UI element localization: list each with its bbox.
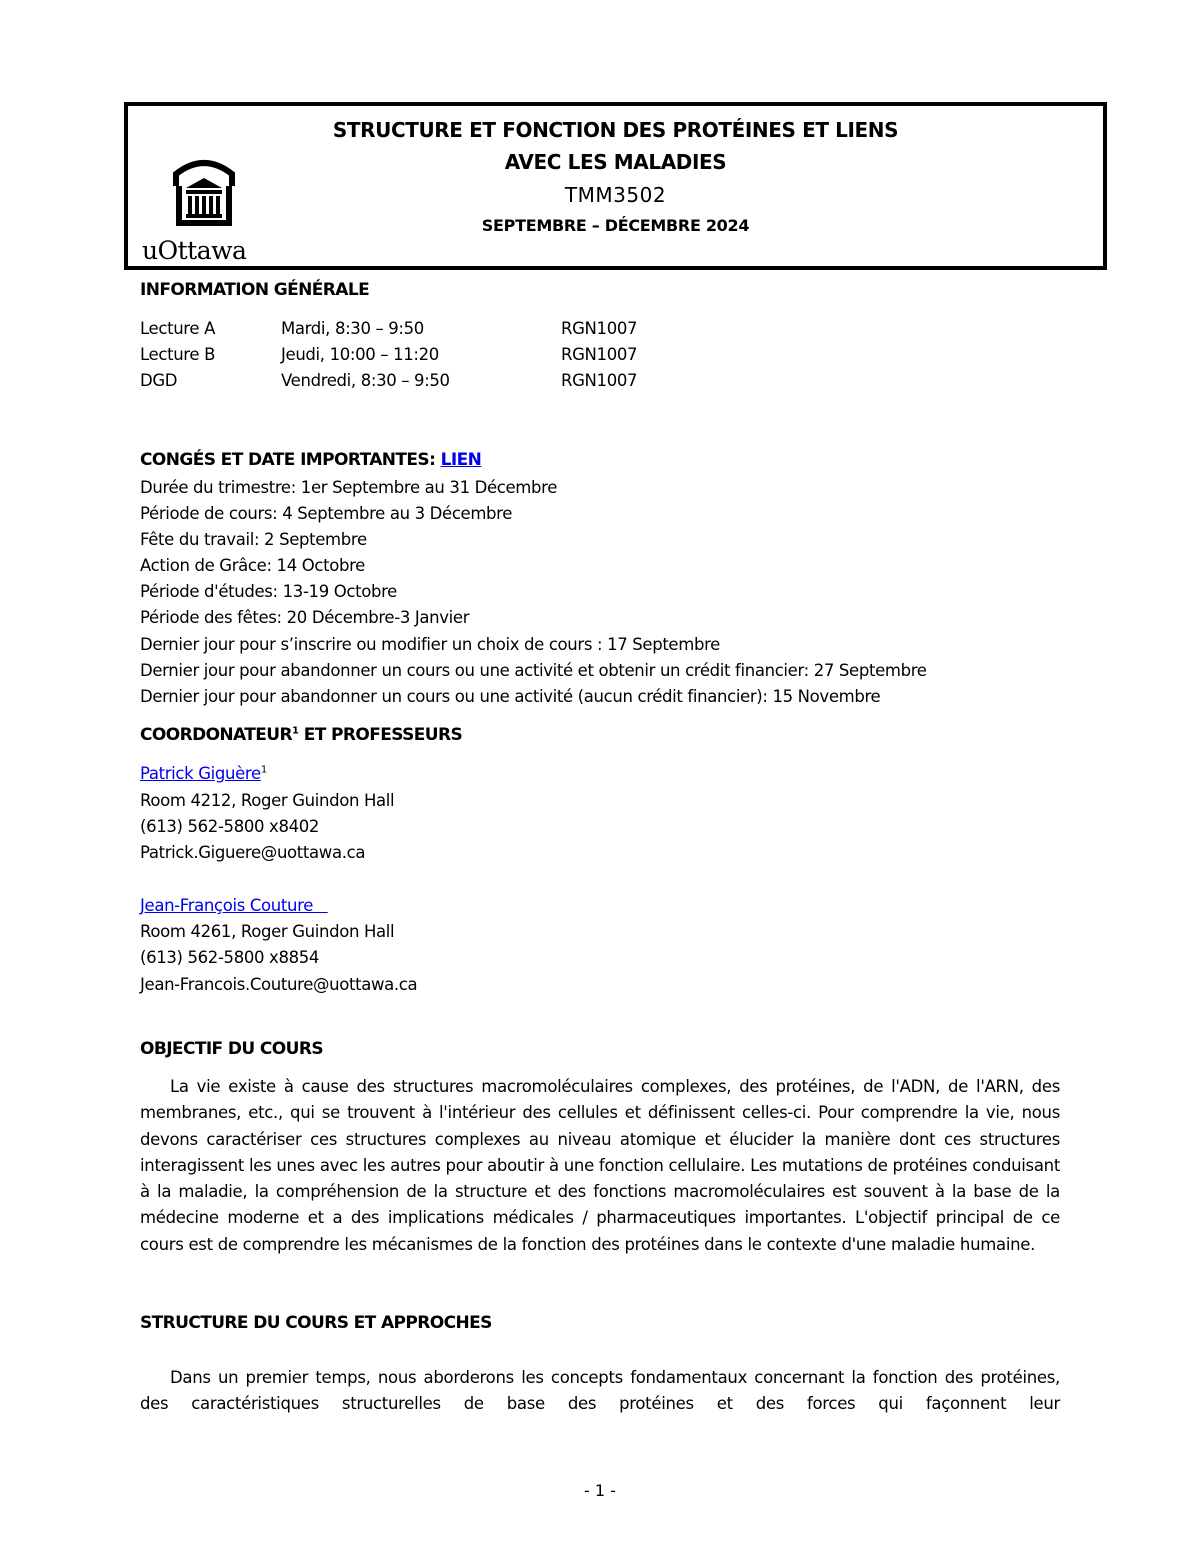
course-title-line2: AVEC LES MALADIES	[504, 150, 727, 174]
person-name-row	[140, 896, 328, 915]
schedule-time: Jeudi, 10:00 – 11:20	[281, 345, 439, 364]
date-item: Période d'études: 13-19 Octobre	[140, 582, 397, 601]
date-item: Période de cours: 4 Septembre au 3 Décembre	[140, 504, 513, 523]
date-item: Fête du travail: 2 Septembre	[140, 530, 367, 549]
schedule-type: Lecture A	[140, 319, 216, 338]
footnote-marker: 1	[260, 764, 267, 776]
structure-paragraph: Dans un premier temps, nous aborderons les concepts fondamentaux concernant la fonction des protéines, des caractéristiques structurelles de base des protéines et des forces qui façonnent leur	[140, 1368, 1060, 1414]
date-item: Dernier jour pour abandonner un cours ou une activité et obtenir un crédit financier: 27 Septembre	[140, 661, 927, 680]
date-item: Durée du trimestre: 1er Septembre au 31 Décembre	[140, 478, 558, 497]
logo-text: uOttawa	[142, 236, 247, 265]
person-room: Room 4212, Roger Guindon Hall	[140, 791, 395, 810]
person-name-row	[140, 764, 267, 783]
footnote-marker: 1	[292, 725, 299, 737]
date-item: Dernier jour pour abandonner un cours ou une activité (aucun crédit financier): 15 Novembre	[140, 687, 881, 706]
contacts-heading-part1: COORDONATEUR	[140, 725, 293, 745]
dates-heading	[140, 450, 481, 470]
date-item: Période des fêtes: 20 Décembre-3 Janvier	[140, 608, 470, 627]
schedule-room: RGN1007	[561, 345, 638, 364]
contacts-heading-part2: ET PROFESSEURS	[298, 725, 463, 745]
page-number: - 1 -	[584, 1481, 616, 1500]
person-phone: (613) 562-5800 x8854	[140, 948, 320, 967]
person-name-link[interactable]: Patrick Giguère	[140, 764, 261, 783]
general-info-heading: INFORMATION GÉNÉRALE	[140, 280, 370, 300]
schedule-type: Lecture B	[140, 345, 216, 364]
person-name-link[interactable]: Jean-François Couture	[140, 896, 313, 915]
date-item: Dernier jour pour s’inscrire ou modifier un choix de cours : 17 Septembre	[140, 635, 720, 654]
person-phone: (613) 562-5800 x8402	[140, 817, 320, 836]
dates-link[interactable]: LIEN	[440, 450, 482, 470]
person-room: Room 4261, Roger Guindon Hall	[140, 922, 395, 941]
person-name-link-trailing-space[interactable]	[313, 896, 328, 915]
schedule-time: Vendredi, 8:30 – 9:50	[281, 371, 450, 390]
schedule-time: Mardi, 8:30 – 9:50	[281, 319, 424, 338]
course-title-line1: STRUCTURE ET FONCTION DES PROTÉINES ET LIENS	[332, 118, 899, 142]
course-code: TMM3502	[564, 183, 667, 207]
course-term: SEPTEMBRE – DÉCEMBRE 2024	[481, 216, 750, 235]
person-email: Patrick.Giguere@uottawa.ca	[140, 843, 366, 862]
objective-heading: OBJECTIF DU COURS	[140, 1039, 323, 1059]
schedule-room: RGN1007	[561, 371, 638, 390]
date-item: Action de Grâce: 14 Octobre	[140, 556, 365, 575]
contacts-heading	[140, 725, 462, 745]
objective-paragraph: La vie existe à cause des structures macromoléculaires complexes, des protéines, de l'ADN, de l'ARN, des membranes, etc., qui se trouvent à l'intérieur des cellules et définissent celles-ci. Pour comprendre la vie, nous devons caractériser ces structures complexes au niveau atomique et élucider la manière dont ces structures interagissent les unes avec les autres pour aboutir à une fonction cellulaire. Les mutations de protéines conduisant à la maladie, la compréhension de la structure et des fonctions macromoléculaires est souvent à la base de la médecine moderne et a des implications médicales / pharmaceutiques importantes. L'objectif principal de ce cours est de comprendre les mécanismes de la fonction des protéines dans le contexte d'une maladie humaine.	[140, 1077, 1060, 1254]
dates-heading-label: CONGÉS ET DATE IMPORTANTES:	[140, 450, 441, 470]
schedule-type: DGD	[140, 371, 178, 390]
person-email: Jean-Francois.Couture@uottawa.ca	[140, 975, 418, 994]
schedule-room: RGN1007	[561, 319, 638, 338]
structure-heading: STRUCTURE DU COURS ET APPROCHES	[140, 1313, 492, 1333]
